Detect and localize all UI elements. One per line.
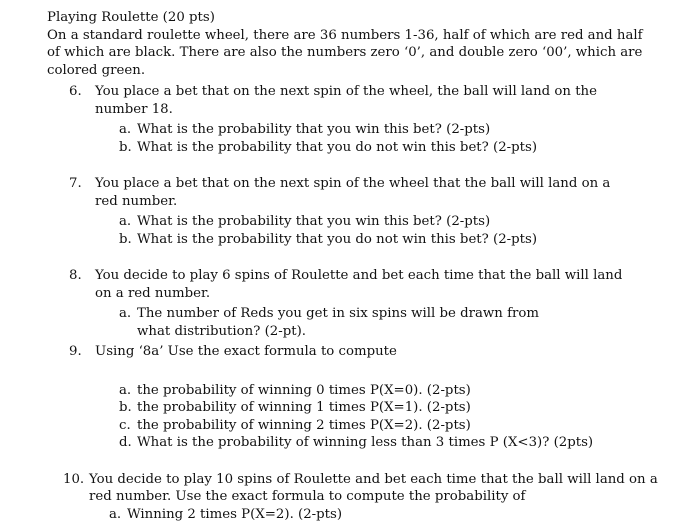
question-8: [69, 267, 667, 340]
sub-label: a.: [119, 382, 137, 400]
sub-question: [119, 399, 667, 417]
sub-question: [119, 434, 667, 452]
sub-label: b.: [119, 399, 137, 417]
question-text: You decide to play 10 spins of Roulette and bet each time that the ball will land on a red number. Use the exact formula to compute the probability of: [89, 471, 664, 506]
question-6: [69, 83, 667, 156]
sub-label: a.: [119, 121, 137, 139]
question-number: 7.: [69, 175, 95, 210]
question-9: [69, 343, 667, 452]
question-text: Using ‘8a’ Use the exact formula to compute: [95, 343, 667, 361]
sub-text: Winning 2 times P(X=2). (2-pts): [127, 506, 667, 523]
sub-label: b.: [119, 231, 137, 249]
sub-question: [119, 139, 667, 157]
question-number: 9.: [69, 343, 95, 361]
document-page: [47, 9, 667, 523]
sub-text: What is the probability that you do not win this bet? (2-pts): [137, 231, 667, 249]
question-number: 8.: [69, 267, 95, 302]
sub-question: [109, 506, 667, 523]
sub-text: What is the probability that you win this bet? (2-pts): [137, 213, 667, 231]
sub-label: c.: [119, 417, 137, 435]
question-number: 6.: [69, 83, 95, 118]
sub-question: [119, 231, 667, 249]
sub-label: a.: [119, 305, 137, 340]
sub-text: What is the probability that you win this bet? (2-pts): [137, 121, 667, 139]
sub-question: [119, 382, 667, 400]
sub-label: b.: [119, 139, 137, 157]
question-number: 10.: [63, 471, 89, 506]
document-intro: On a standard roulette wheel, there are 36 numbers 1-36, half of which are red and half of which are black. There are also the numbers zero ‘0’, and double zero ‘00’, which are colored green.: [47, 27, 647, 80]
question-10: [63, 471, 667, 523]
sub-label: d.: [119, 434, 137, 452]
question-text: You place a bet that on the next spin of the wheel that the ball will land on a red number.: [95, 175, 615, 210]
question-text: You decide to play 6 spins of Roulette and bet each time that the ball will land on a red number.: [95, 267, 625, 302]
sub-text: What is the probability that you do not win this bet? (2-pts): [137, 139, 667, 157]
document-title: Playing Roulette (20 pts): [47, 9, 667, 27]
sub-question: [119, 121, 667, 139]
sub-question: [119, 213, 667, 231]
sub-label: a.: [109, 506, 127, 523]
question-7: [69, 175, 667, 248]
sub-label: a.: [119, 213, 137, 231]
sub-text: the probability of winning 0 times P(X=0). (2-pts): [137, 382, 667, 400]
sub-text: The number of Reds you get in six spins will be drawn from what distribution? (2-pt).: [137, 305, 567, 340]
sub-text: What is the probability of winning less than 3 times P (X<3)? (2pts): [137, 434, 667, 452]
sub-question: [119, 417, 667, 435]
sub-text: the probability of winning 2 times P(X=2). (2-pts): [137, 417, 667, 435]
sub-text: the probability of winning 1 times P(X=1). (2-pts): [137, 399, 667, 417]
question-text: You place a bet that on the next spin of the wheel, the ball will land on the number 18.: [95, 83, 615, 118]
sub-question: [119, 305, 667, 340]
